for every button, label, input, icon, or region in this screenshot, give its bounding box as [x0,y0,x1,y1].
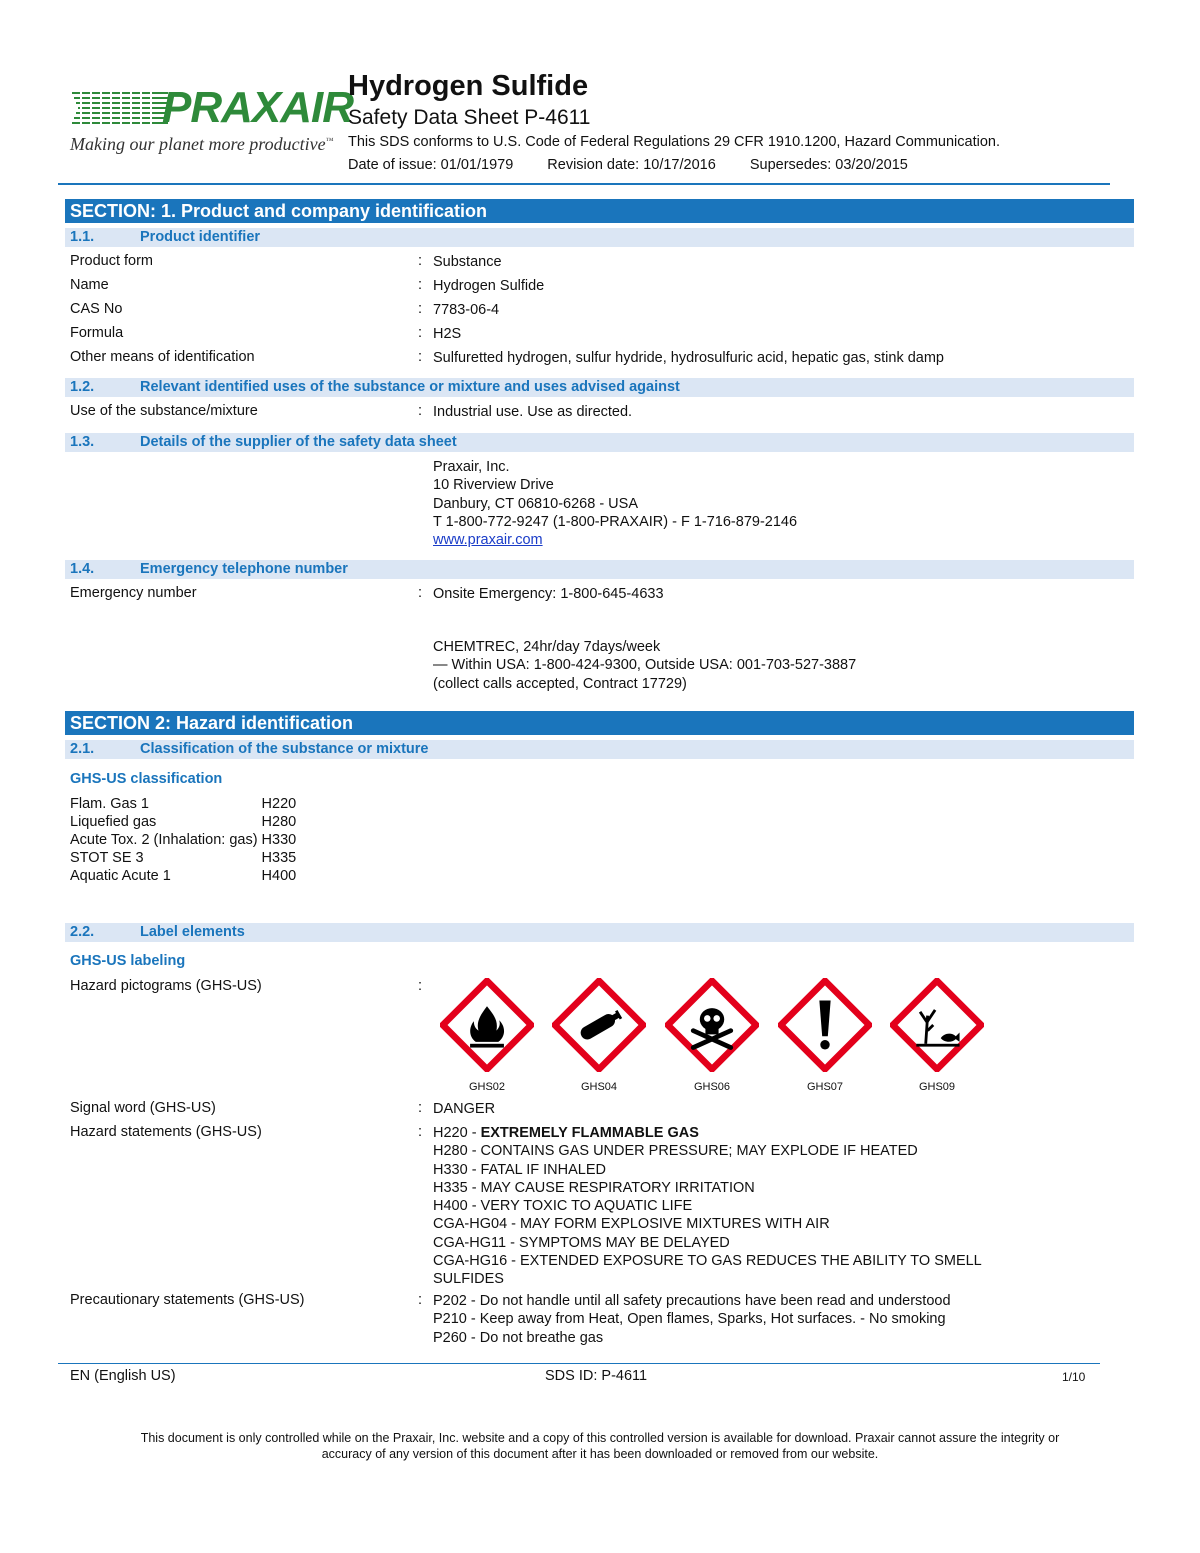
classification-table [70,795,296,885]
pictogram-code: GHS07 [806,1081,844,1093]
section-1-header: SECTION: 1. Product and company identification [65,199,1134,223]
chemtrec-line: (collect calls accepted, Contract 17729) [433,675,687,692]
revision-date: Revision date: 10/17/2016 [547,157,716,173]
class-name: Flam. Gas 1 [70,796,149,812]
use-value: Industrial use. Use as directed. [433,404,633,420]
hazard-statement: CGA-HG16 - EXTENDED EXPOSURE TO GAS REDUCES THE ABILITY TO SMELL [433,1253,982,1270]
row-value: Hydrogen Sulfide [433,278,545,294]
logo-tagline: Making our planet more productive™ [70,134,334,154]
row-value: Sulfuretted hydrogen, sulfur hydride, hydrosulfuric acid, hepatic gas, stink damp [433,350,944,366]
subsection-2-2-header [65,923,1134,942]
pictogram-code: GHS04 [580,1081,618,1093]
document-title: Hydrogen Sulfide [348,70,589,102]
colon: : [418,325,423,341]
hazard-statement: H280 - CONTAINS GAS UNDER PRESSURE; MAY EXPLODE IF HEATED [433,1143,918,1160]
chemtrec-block [433,638,856,693]
logo-stripes-icon [70,90,170,128]
subsection-number: 1.2. [70,379,95,395]
hazard-statement: CGA-HG04 - MAY FORM EXPLOSIVE MIXTURES WITH AIR [433,1216,830,1233]
class-code: H400 [261,868,297,884]
emergency-value: Onsite Emergency: 1-800-645-4633 [433,586,664,602]
ghs-classification-heading: GHS-US classification [70,771,223,787]
supplier-line: Danbury, CT 06810-6268 - USA [433,495,638,512]
table-row [70,795,296,813]
hazard-statement: CGA-HG11 - SYMPTOMS MAY BE DELAYED [433,1234,730,1251]
hazard-statement: H400 - VERY TOXIC TO AQUATIC LIFE [433,1198,693,1215]
precaution-statement: P202 - Do not handle until all safety precautions have been read and understood [433,1293,951,1309]
colon: : [418,585,423,601]
date-line [348,157,938,173]
subsection-title: Product identifier [140,229,261,245]
hazard-statements-label: Hazard statements (GHS-US) [70,1124,262,1140]
supplier-line: Praxair, Inc. [433,459,510,475]
subsection-1-1-header [65,228,1134,247]
class-code: H335 [261,850,297,866]
subsection-title: Emergency telephone number [140,561,348,577]
table-row [70,831,296,849]
subsection-title: Details of the supplier of the safety data sheet [140,434,457,450]
skull-crossbones-icon [665,978,759,1072]
signal-word-value: DANGER [433,1101,496,1117]
footer-language: EN (English US) [70,1368,176,1384]
precautionary-statements [433,1292,951,1347]
subsection-2-1-header [65,740,1134,759]
class-name: Aquatic Acute 1 [70,868,171,884]
subsection-1-4-header [65,560,1134,579]
subsection-title: Classification of the substance or mixture [140,741,429,757]
signal-word-label: Signal word (GHS-US) [70,1100,216,1116]
praxair-logo [70,83,354,156]
pictogram-code: GHS09 [918,1081,956,1093]
subsection-1-3-header [65,433,1134,452]
colon: : [418,1100,423,1116]
disclaimer-line: accuracy of any version of this document after it has been downloaded or removed from our website. [321,1447,879,1461]
date-of-issue: Date of issue: 01/01/1979 [348,157,514,173]
row-label: Formula [70,325,124,341]
hazard-statement: SULFIDES [433,1271,504,1288]
conformance-note: This SDS conforms to U.S. Code of Federal Regulations 29 CFR 1910.1200, Hazard Communication. [348,134,1001,150]
class-name: STOT SE 3 [70,850,144,866]
class-code: H280 [261,814,297,830]
hazard-statements [433,1124,982,1289]
logo-wordmark: PRAXAIR [162,83,354,132]
use-label: Use of the substance/mixture [70,403,258,419]
hazard-statement [433,1124,982,1142]
subsection-number: 1.1. [70,229,95,245]
document-subtitle: Safety Data Sheet P-4611 [348,106,591,129]
exclamation-icon [778,978,872,1072]
colon: : [418,349,423,365]
row-label: Name [70,277,109,293]
table-row [70,813,296,831]
website-link[interactable]: www.praxair.com [433,532,543,549]
colon: : [418,1292,423,1308]
class-name: Acute Tox. 2 (Inhalation: gas) [70,832,258,848]
pictograms-label: Hazard pictograms (GHS-US) [70,978,262,994]
precautionary-statements-label: Precautionary statements (GHS-US) [70,1292,305,1308]
emergency-label: Emergency number [70,585,197,601]
row-value: H2S [433,326,462,342]
table-row [70,849,296,867]
header-divider [58,183,1110,185]
supersedes-date: Supersedes: 03/20/2015 [749,157,908,173]
hazard-statement: H330 - FATAL IF INHALED [433,1161,606,1178]
colon: : [418,403,423,419]
supplier-address [433,458,797,549]
footer-divider [58,1363,1100,1364]
subsection-number: 2.1. [70,741,95,757]
pictogram-code: GHS02 [468,1081,506,1093]
class-name: Liquefied gas [70,814,157,830]
environment-icon [890,978,984,1072]
chemtrec-line: — Within USA: 1-800-424-9300, Outside USA: 001-703-527-3887 [433,657,857,674]
footer-sds-id: SDS ID: P-4611 [545,1368,648,1384]
row-label: Product form [70,253,153,269]
chemtrec-line: CHEMTREC, 24hr/day 7days/week [433,639,661,655]
class-code: H330 [261,832,297,848]
hazard-code: H220 - [433,1125,481,1141]
flame-icon [440,978,534,1072]
ghs-labeling-heading: GHS-US labeling [70,953,186,969]
subsection-title: Label elements [140,924,245,940]
row-label: Other means of identification [70,349,255,365]
subsection-number: 2.2. [70,924,95,940]
colon: : [418,301,423,317]
colon: : [418,253,423,269]
colon: : [418,1124,423,1140]
subsection-1-2-header [65,378,1134,397]
precaution-statement: P210 - Keep away from Heat, Open flames, Sparks, Hot surfaces. - No smoking [433,1311,946,1328]
footer-page-number: 1/10 [1062,1370,1086,1384]
section-2-header: SECTION 2: Hazard identification [65,711,1134,735]
row-label: CAS No [70,301,123,317]
subsection-title: Relevant identified uses of the substance or mixture and uses advised against [140,379,680,395]
subsection-number: 1.4. [70,561,95,577]
colon: : [418,978,423,994]
row-value: 7783-06-4 [433,302,500,318]
precaution-statement: P260 - Do not breathe gas [433,1329,604,1346]
hazard-statement: H335 - MAY CAUSE RESPIRATORY IRRITATION [433,1179,755,1196]
footer-disclaimer [60,1430,1140,1462]
subsection-number: 1.3. [70,434,95,450]
supplier-line: T 1-800-772-9247 (1-800-PRAXAIR) - F 1-716-879-2146 [433,513,798,530]
table-row [70,867,296,885]
class-code: H220 [261,796,297,812]
row-value: Substance [433,254,502,270]
colon: : [418,277,423,293]
hazard-text: EXTREMELY FLAMMABLE GAS [480,1125,699,1141]
pictogram-code: GHS06 [693,1081,731,1093]
gas-cylinder-icon [552,978,646,1072]
disclaimer-line: This document is only controlled while on the Praxair, Inc. website and a copy of this controlled version is available for download. Praxair cannot assure the integrity or [140,1431,1060,1445]
supplier-line: 10 Riverview Drive [433,477,554,494]
